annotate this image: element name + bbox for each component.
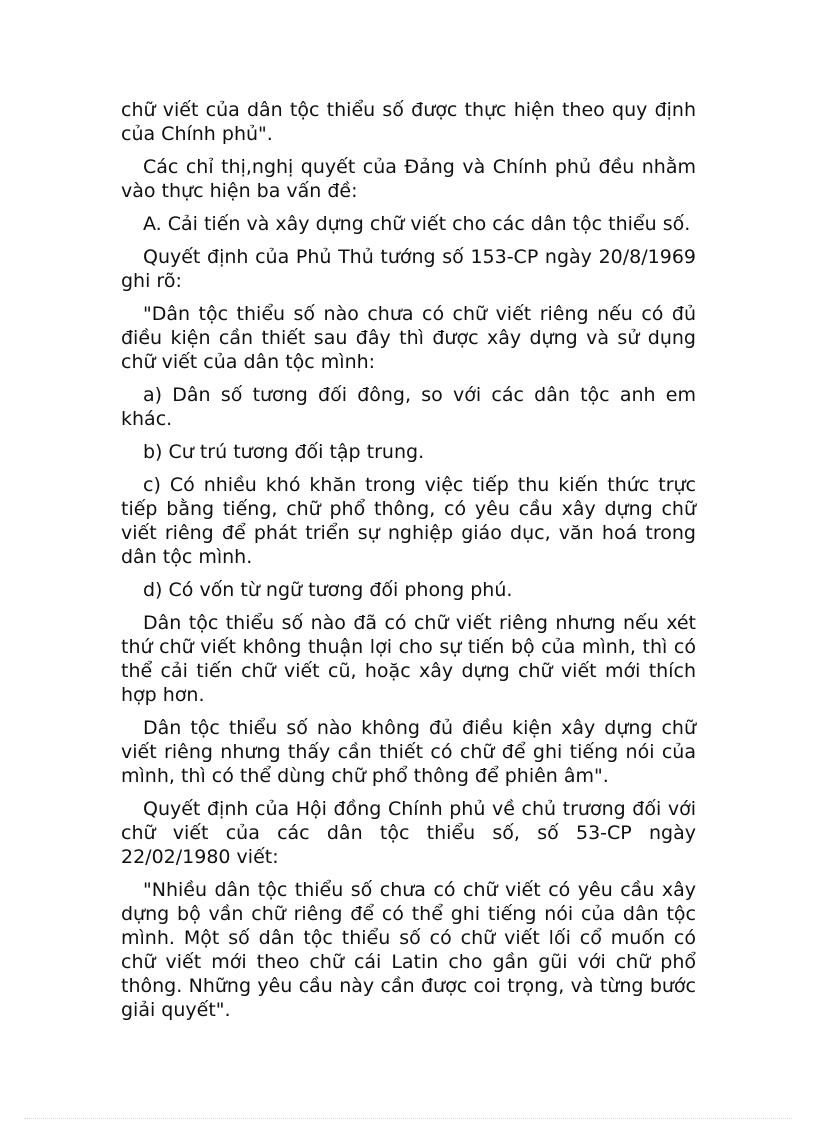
paragraph-quote-intro: "Dân tộc thiểu số nào chưa có chữ viết riêng nếu có đủ điều kiện cần thiết sau đây thì được xây dựng và sử dụng chữ viết của dân tộc mình:	[121, 303, 696, 373]
paragraph-item-a: A. Cải tiến và xây dựng chữ viết cho các dân tộc thiểu số.	[143, 213, 691, 235]
paragraph-directives-intro: Các chỉ thị,nghị quyết của Đảng và Chính phủ đều nhằm vào thực hiện ba vấn đề:	[121, 156, 696, 202]
paragraph-existing-script: Dân tộc thiểu số nào đã có chữ viết riêng nhưng nếu xét thứ chữ viết không thuận lợi cho sự tiến bộ của mình, thì có thể cải tiến chữ viết cũ, hoặc xây dựng chữ viết mới thích hợp hơn.	[121, 612, 696, 706]
paragraph-condition-b: b) Cư trú tương đối tập trung.	[143, 441, 425, 463]
paragraph-phonetic-script: Dân tộc thiểu số nào không đủ điều kiện xây dựng chữ viết riêng nhưng thấy cần thiết có chữ để ghi tiếng nói của mình, thì có thể dùng chữ phổ thông để phiên âm".	[121, 717, 696, 787]
document-page	[121, 98, 696, 1022]
page-bottom-divider	[24, 1118, 792, 1119]
paragraph-condition-c: c) Có nhiều khó khăn trong việc tiếp thu kiến thức trực tiếp bằng tiếng, chữ phổ thông, có yêu cầu xây dựng chữ viết riêng để phát triển sự nghiệp giáo dục, văn hoá trong dân tộc mình.	[121, 474, 696, 568]
paragraph-continuation: chữ viết của dân tộc thiểu số được thực hiện theo quy định của Chính phủ".	[121, 99, 696, 145]
paragraph-decision-153: Quyết định của Phủ Thủ tướng số 153-CP ngày 20/8/1969 ghi rõ:	[121, 246, 696, 292]
paragraph-condition-d: d) Có vốn từ ngữ tương đối phong phú.	[143, 579, 513, 601]
paragraph-condition-a: a) Dân số tương đối đông, so với các dân tộc anh em khác.	[121, 384, 696, 430]
paragraph-quote-53: "Nhiều dân tộc thiểu số chưa có chữ viết có yêu cầu xây dựng bộ vần chữ riêng để có thể ghi tiếng nói của dân tộc mình. Một số dân tộc thiểu số có chữ viết lối cổ muốn có chữ viết mới theo chữ cái Latin cho gần gũi với chữ phổ thông. Những yêu cầu này cần được coi trọng, và từng bước giải quyết".	[121, 879, 696, 1021]
paragraph-decision-53: Quyết định của Hội đồng Chính phủ về chủ trương đối với chữ viết của các dân tộc thiểu số, số 53-CP ngày 22/02/1980 viết:	[121, 798, 696, 868]
